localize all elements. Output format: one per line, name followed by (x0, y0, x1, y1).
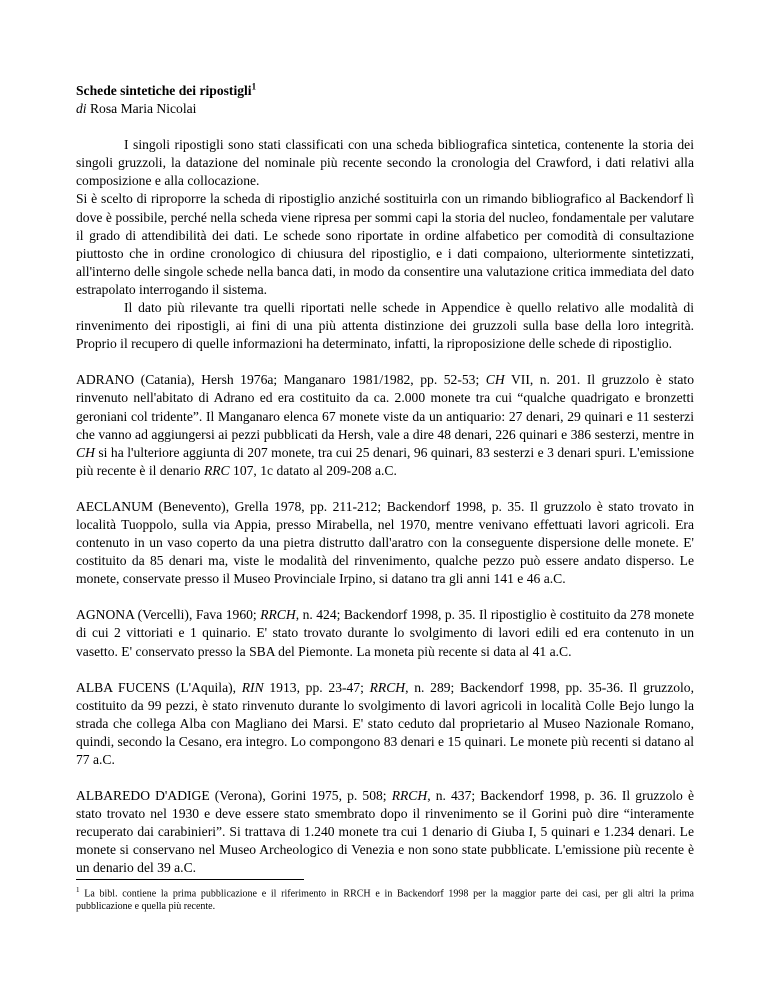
entry-text: ALBAREDO D'ADIGE (Verona), Gorini 1975, p. 508; (76, 788, 392, 804)
entry-text: ALBA FUCENS (L'Aquila), (76, 679, 242, 695)
title-text: Schede sintetiche dei ripostigli (76, 83, 252, 98)
entry-text: AGNONA (Vercelli), Fava 1960; (76, 607, 261, 623)
entry-text: 107, 1c datato al 209-208 a.C. (229, 462, 397, 478)
entry-text: , n. 289; Backendorf 1998, pp. 35-36. Il gruzzolo, costituito da 99 pezzi, è stato rinvenuto durante lo svolgimento di lavori agricoli in località Colle Bejo lungo la strada che collega Alba con Magliano dei Marsi. E' stato ceduto dal proprietario al Museo Nazionale Romano, quindi, secondo la Cesano, era integro. Lo compongono 83 denari e 15 quinari. Le monete più recenti si datano al 77 a.C. (76, 679, 694, 767)
citation-abbrev: RRC (203, 462, 230, 478)
byline-prefix: di (76, 101, 87, 117)
footnote-reference[interactable]: 1 (251, 81, 257, 92)
citation-abbrev: RRCH (369, 679, 406, 695)
entry-albaredo (76, 787, 694, 877)
entry-alba-fucens (76, 679, 694, 769)
entry-text: si ha l'ulteriore aggiunta di 207 monete, tra cui 25 denari, 96 quinari, 83 sesterzi e 3 denari spuri. L'emissione più recente è il denario (76, 444, 694, 478)
citation-abbrev: CH (76, 444, 95, 460)
entry-text: , n. 424; Backendorf 1998, p. 35. Il ripostiglio è costituito da 278 monete di cui 2 vittoriati e 1 quinario. E' stato trovato durante lo svolgimento di lavori edili ed era contenuto in un vasetto. E' conservato presso la SBA del Piemonte. La moneta più recente si data al 41 a.C. (76, 607, 694, 659)
intro-paragraph-1: I singoli ripostigli sono stati classificati con una scheda bibliografica sintetica, contenente la storia dei singoli gruzzoli, la datazione del nominale più recente secondo la cronologia del Crawford, i dati relativi alla composizione e alla collocazione. (76, 137, 694, 189)
citation-abbrev: RIN (241, 679, 264, 695)
document-page (76, 82, 694, 913)
footnote (76, 884, 694, 913)
entry-text: VII, n. 201. Il gruzzolo è stato rinvenuto nell'abitato di Adrano ed era costituito da ca. 2.000 monete tra cui “qualche quadrigato e bronzetti geroniani col tridente”. Il Manganaro elenca 67 monete viste da un antiquario: 27 denari, 29 quinari e 11 sesterzi che vanno ad aggiungersi ai pezzi pubblicati da Hersh, vale a dire 48 denari, 226 quinari e 386 sesterzi, mentre in (76, 372, 694, 442)
entry-text: 1913, pp. 23-47; (263, 679, 370, 695)
entry-text: ADRANO (Catania), Hersh 1976a; Manganaro 1981/1982, pp. 52-53; (76, 372, 486, 388)
citation-abbrev: RRCH (260, 607, 296, 623)
footnote-marker: 1 (76, 885, 80, 894)
intro-paragraph-3: Il dato più rilevante tra quelli riportati nelle schede in Appendice è quello relativo alle modalità di rinvenimento dei ripostigli, ai fini di una più attenta distinzione dei gruzzoli sulla base della loro integrità. Proprio il recupero di quelle informazioni ha determinato, infatti, la riproposizione delle schede di ripostiglio. (76, 300, 694, 352)
citation-abbrev: CH (485, 372, 505, 388)
entry-agnona (76, 606, 694, 660)
entry-text: , n. 437; Backendorf 1998, p. 36. Il gruzzolo è stato trovato nel 1930 e deve essere stato smembrato dopo il rinvenimento se il Gorini può dire “interamente recuperato dai carabinieri”. Si trattava di 1.240 monete tra cui 1 denario di Giuba I, 5 quinari e 1.234 denari. Le monete si conservano nel Museo Archeologico di Venezia e non sono state pubblicate. L'emissione più recente è un denario del 39 a.C. (76, 788, 694, 876)
page-title (76, 82, 694, 100)
intro-paragraph-2: Si è scelto di riproporre la scheda di ripostiglio anziché sostituirla con un rimando bibliografico al Backendorf lì dove è possibile, perché nella scheda viene ripresa per sommi capi la storia del nucleo, fondamentale per valutare il grado di attendibilità dei dati. Le schede sono riportate in ordine alfabetico per comodità di consultazione piuttosto che in ordine cronologico di chiusura del ripostiglio, e i dati compaiono, ulteriormente sintetizzati, all'interno delle singole schede nella banca dati, in modo da consentire una valutazione critica immediata del dato estrapolato interrogando il sistema. (76, 191, 694, 297)
byline (76, 100, 694, 118)
author-name: Rosa Maria Nicolai (86, 101, 197, 117)
citation-abbrev: RRCH (391, 788, 428, 804)
footnote-divider (76, 879, 304, 880)
footnote-text: La bibl. contiene la prima pubblicazione e il riferimento in RRCH e in Backendorf 1998 per la maggior parte dei casi, per gli altri la prima pubblicazione e quella più recente. (76, 887, 694, 912)
entry-adrano (76, 371, 694, 480)
entry-aeclanum: AECLANUM (Benevento), Grella 1978, pp. 211-212; Backendorf 1998, p. 35. Il gruzzolo è stato trovato in località Tuoppolo, sulla via Appia, presso Mirabella, nel 1970, mentre venivano effettuati lavori agricoli. Era contenuto in un vaso coperto da una pietra distrutto dall'aratro con la conseguente dispersione delle monete. E' costituito da 85 denari ma, viste le modalità del rinvenimento, qualche pezzo può essere andato disperso. Le monete, conservate presso il Museo Provinciale Irpino, si datano tra gli anni 141 e 46 a.C. (76, 498, 694, 587)
